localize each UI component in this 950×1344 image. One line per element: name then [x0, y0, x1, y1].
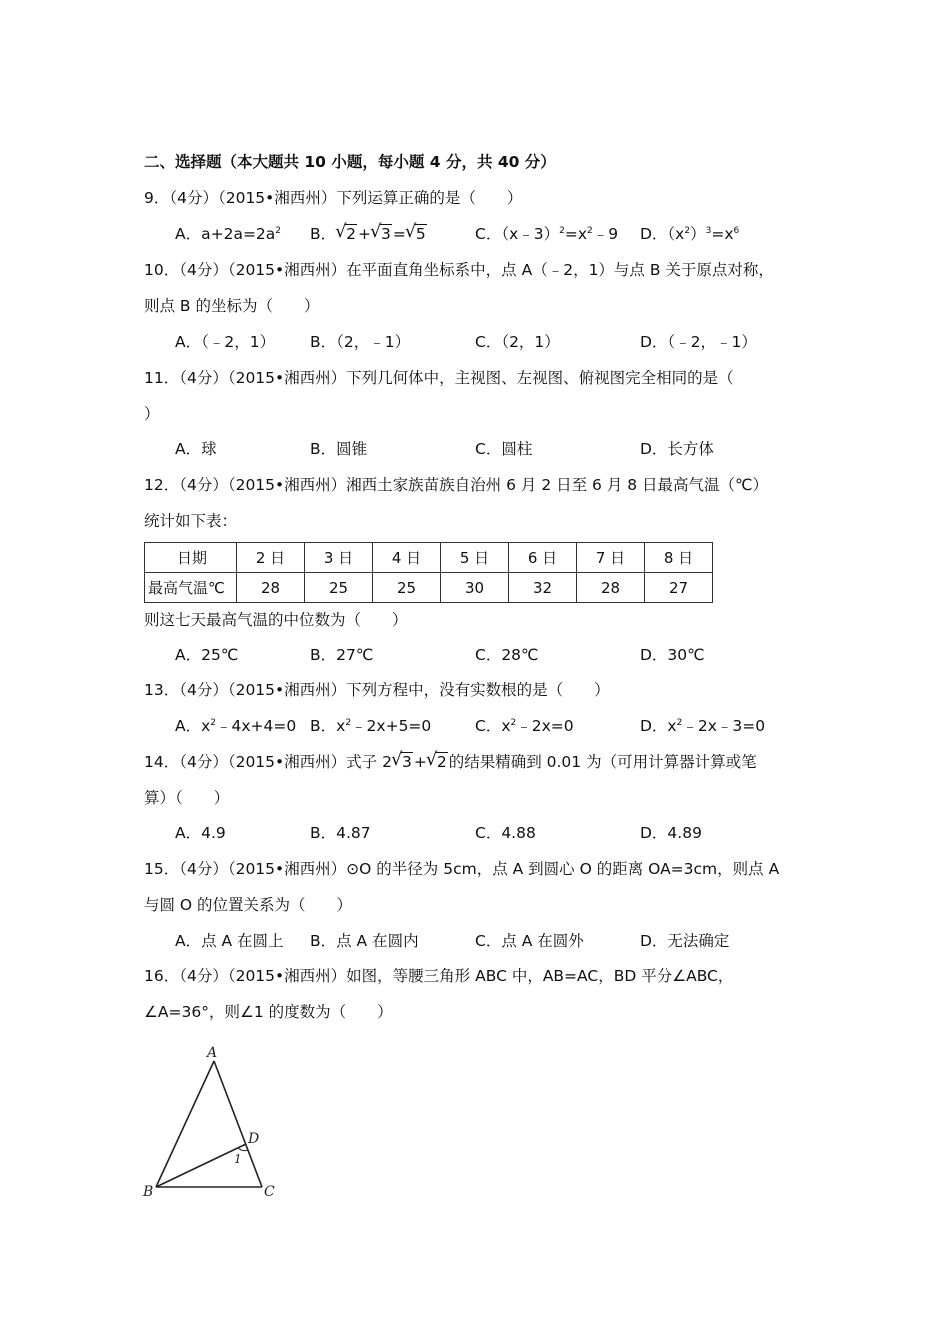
q15-option-d: D．无法确定 — [640, 932, 730, 950]
q11-option-d: D．长方体 — [640, 440, 714, 458]
table-cell: 28 — [577, 573, 645, 603]
question-16-stem-1: 16．（4分）（2015•湘西州）如图，等腰三角形 ABC 中，AB=AC，BD 平分∠ABC， — [144, 967, 734, 985]
q11-option-b: B．圆锥 — [310, 440, 368, 458]
question-12-stem-1: 12．（4分）（2015•湘西州）湘西土家族苗族自治州 6 月 2 日至 6 月 8 日最高气温（℃） — [144, 476, 768, 494]
q14-option-b: B．4.87 — [310, 824, 371, 842]
question-12-stem-3: 则这七天最高气温的中位数为（ ） — [144, 611, 408, 629]
table-cell: 4 日 — [373, 543, 441, 573]
section-title: 二、选择题（本大题共 10 小题，每小题 4 分，共 40 分） — [144, 153, 556, 171]
q15-option-a: A．点 A 在圆上 — [175, 932, 284, 950]
q14-option-a: A．4.9 — [175, 824, 226, 842]
vertex-b-label: B — [143, 1184, 154, 1200]
question-9-stem: 9．（4分）（2015•湘西州）下列运算正确的是（ ） — [144, 189, 523, 207]
q9-option-a: A．$a+2a=2a^2$ — [175, 225, 282, 243]
q10-option-d: D．（﹣2，﹣1） — [640, 333, 757, 351]
table-cell: 25 — [305, 573, 373, 603]
q15-option-c: C．点 A 在圆外 — [475, 932, 584, 950]
q11-option-c: C．圆柱 — [475, 440, 533, 458]
question-16-stem-2: ∠A=36°，则∠1 的度数为（ ） — [144, 1003, 393, 1021]
table-cell: 8 日 — [645, 543, 713, 573]
table-cell: 28 — [237, 573, 305, 603]
table-cell: 25 — [373, 573, 441, 603]
question-10-stem-2: 则点 B 的坐标为（ ） — [144, 297, 320, 315]
vertex-d-label: D — [248, 1131, 260, 1147]
question-12-stem-2: 统计如下表： — [144, 512, 238, 530]
q9-option-c: C．$(x﹣3)^2=x^2﹣9$ — [475, 225, 619, 243]
angle-1-label: 1 — [234, 1152, 242, 1166]
q15-option-b: B．点 A 在圆内 — [310, 932, 419, 950]
vertex-c-label: C — [264, 1184, 275, 1200]
table-cell: 7 日 — [577, 543, 645, 573]
q9-option-b: B．√ 2 +√ 3 =√ 5 — [310, 223, 428, 245]
table-header-row — [145, 543, 713, 573]
q10-option-a: A．（﹣2，1） — [175, 333, 276, 351]
q12-option-b: B．27℃ — [310, 646, 374, 664]
question-13-stem: 13．（4分）（2015•湘西州）下列方程中，没有实数根的是（ ） — [144, 681, 610, 699]
q13-option-c: C．$x^2﹣2x=0$ — [475, 717, 574, 735]
q10-option-b: B．（2，﹣1） — [310, 333, 411, 351]
q14-option-d: D．4.89 — [640, 824, 702, 842]
side-ab — [156, 1061, 214, 1187]
q12-option-d: D．30℃ — [640, 646, 705, 664]
q10-option-c: C．（2，1） — [475, 333, 560, 351]
q13-option-b: B．$x^2﹣2x+5=0$ — [310, 717, 432, 735]
q13-option-a: A．$x^2﹣4x+4=0$ — [175, 717, 297, 735]
q14-option-c: C．4.88 — [475, 824, 536, 842]
table-row — [145, 573, 713, 603]
q12-option-c: C．28℃ — [475, 646, 539, 664]
table-cell: 32 — [509, 573, 577, 603]
q13-option-d: D．$x^2﹣2x﹣3=0$ — [640, 717, 766, 735]
question-15-stem-1: 15．（4分）（2015•湘西州）⊙O 的半径为 5cm，点 A 到圆心 O 的距离 OA=3cm，则点 A — [144, 860, 780, 878]
table-cell: 27 — [645, 573, 713, 603]
q11-option-a: A．球 — [175, 440, 217, 458]
table-cell: 2 日 — [237, 543, 305, 573]
triangle-figure — [140, 1040, 290, 1205]
temperature-table — [144, 542, 713, 603]
vertex-a-label: A — [207, 1045, 218, 1061]
q12-option-a: A．25℃ — [175, 646, 239, 664]
question-11-stem-2: ） — [144, 405, 160, 423]
question-15-stem-2: 与圆 O 的位置关系为（ ） — [144, 896, 353, 914]
side-ac — [214, 1061, 262, 1187]
table-cell: 6 日 — [509, 543, 577, 573]
table-cell: 30 — [441, 573, 509, 603]
bisector-bd — [156, 1144, 246, 1187]
table-cell: 3 日 — [305, 543, 373, 573]
question-10-stem-1: 10．（4分）（2015•湘西州）在平面直角坐标系中，点 A（﹣2，1）与点 B 关于原点对称， — [144, 261, 774, 279]
question-11-stem-1: 11．（4分）（2015•湘西州）下列几何体中，主视图、左视图、俯视图完全相同的是（ — [144, 369, 734, 387]
q9-option-d: D．$(x^2)^3=x^6$ — [640, 225, 740, 243]
table-cell: 日期 — [145, 543, 237, 573]
table-cell: 5 日 — [441, 543, 509, 573]
question-14-stem-1: 14．（4分）（2015•湘西州）式子 2√ 3 +√ 2 的结果精确到 0.01 为（可用计算器计算或笔 — [144, 751, 757, 773]
question-14-stem-2: 算）（ ） — [144, 789, 230, 807]
table-cell: 最高气温℃ — [145, 573, 237, 603]
